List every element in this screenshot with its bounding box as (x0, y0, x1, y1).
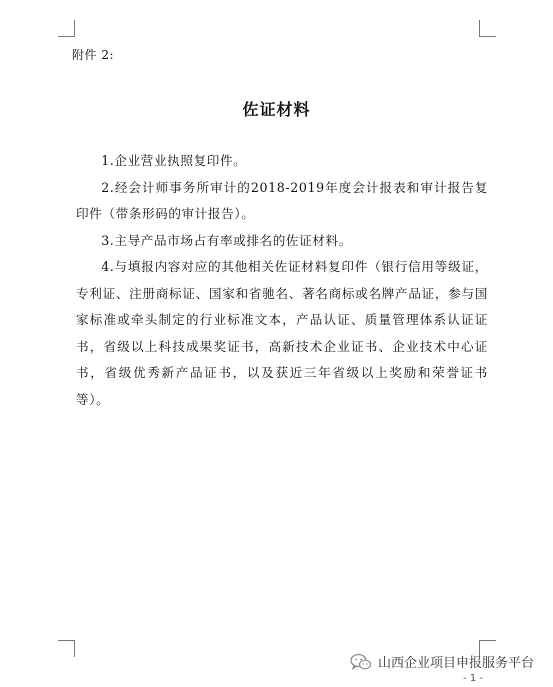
paragraph-3: 3.主导产品市场占有率或排名的佐证材料。 (101, 232, 352, 248)
wechat-icon (350, 653, 372, 671)
paragraph-2: 2.经会计师事务所审计的2018-2019年度会计报表和审计报告复印件（带条形码的审计报告）。 (76, 179, 488, 221)
watermark (350, 652, 534, 671)
crop-mark-top-right (479, 20, 496, 37)
document-body (76, 148, 488, 413)
document-title: 佐证材料 (242, 100, 311, 119)
paragraph-1: 1.企业营业执照复印件。 (101, 153, 247, 168)
watermark-text: 山西企业项目申报服务平台 (378, 656, 535, 671)
attachment-label: 附件 2: (72, 48, 114, 62)
crop-mark-top-left (58, 20, 75, 37)
page-number: - 1 - (463, 673, 483, 684)
crop-mark-bottom-left (58, 640, 75, 657)
paragraph-4: 4.与填报内容对应的其他相关佐证材料复印件（银行信用等级证，专利证、注册商标证、国家和省驰名、著名商标或名牌产品证，参与国家标准或牵头制定的行业标准文本，产品认证、质量管理体系认证证书，省级以上科技成果奖证书，高新技术企业证书、企业技术中心证书，省级优秀新产品证书，以及获近三年省级以上奖励和荣誉证书等）。 (76, 259, 488, 407)
